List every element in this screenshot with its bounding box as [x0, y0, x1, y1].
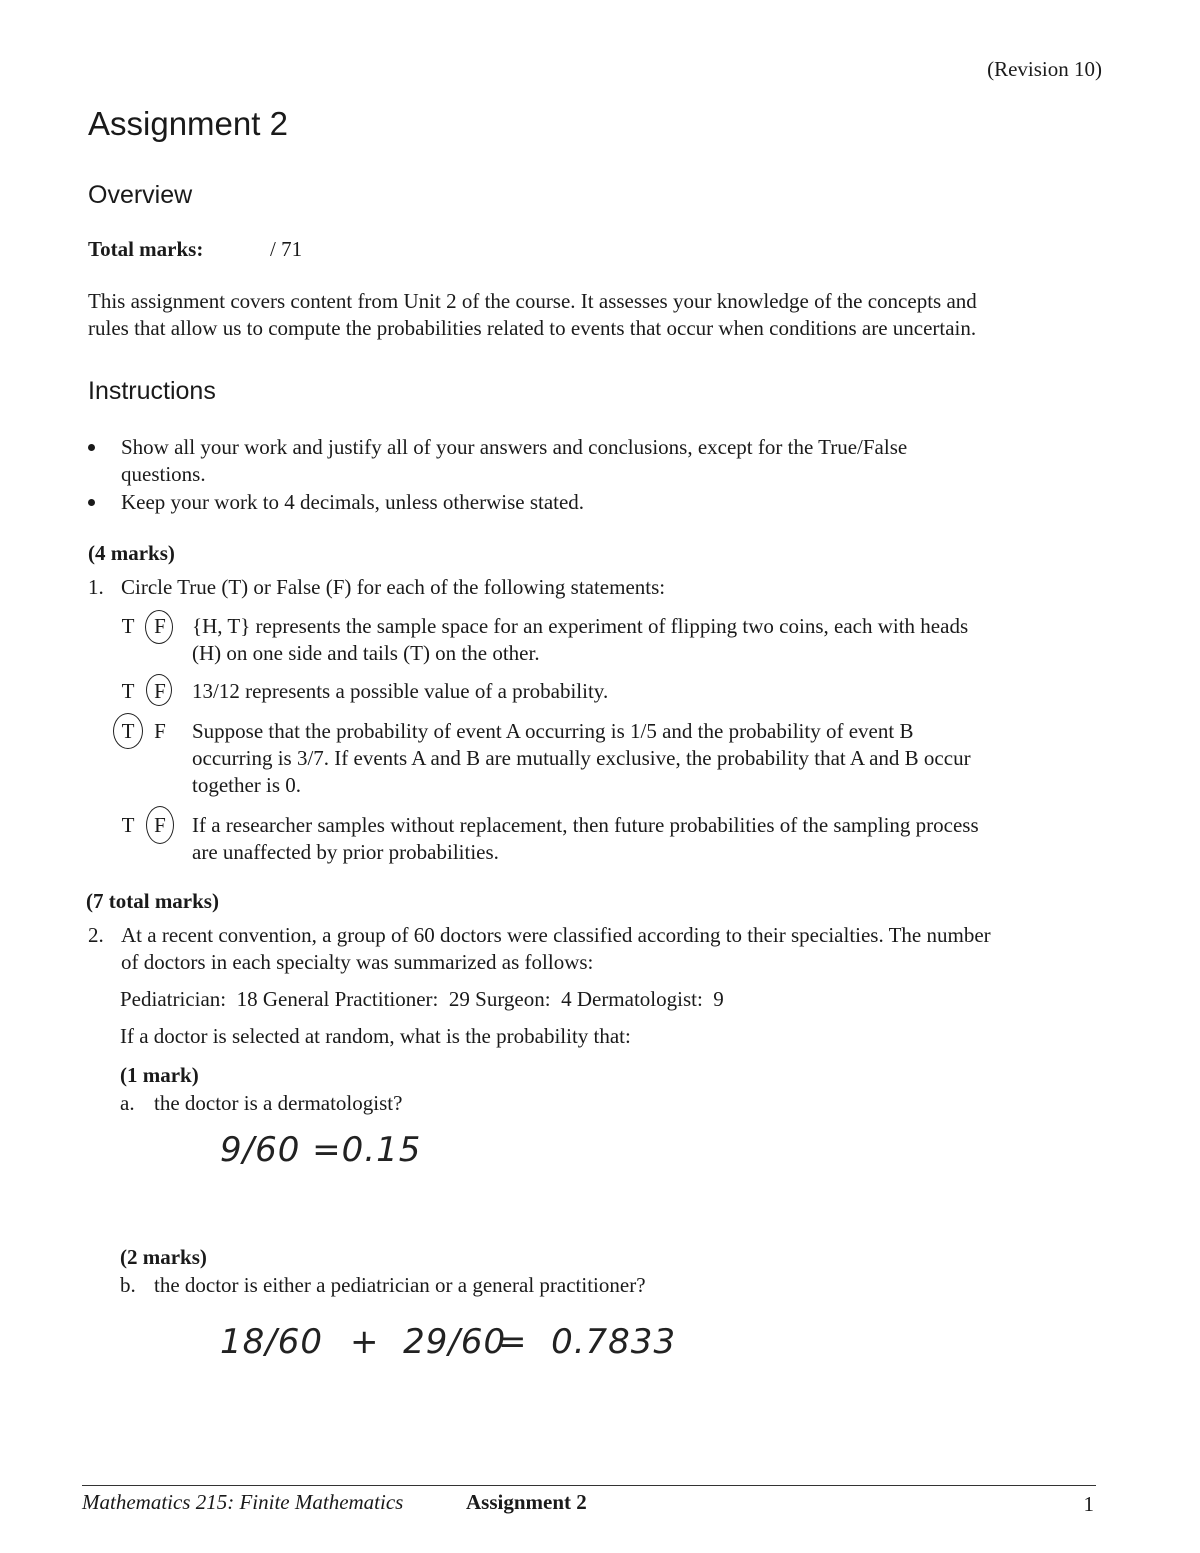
part-b-label: b.	[120, 1273, 136, 1297]
true-option[interactable]: T	[121, 679, 135, 703]
tf-statement-line: Suppose that the probability of event A occurring is 1/5 and the probability of event B	[192, 719, 914, 743]
circled-answer-mark	[146, 674, 172, 706]
circled-answer-mark	[145, 610, 173, 644]
instruction-1-line-2: questions.	[121, 462, 206, 486]
instruction-1-line-1: Show all your work and justify all of your answers and conclusions, except for the True/False	[121, 435, 908, 459]
q1-number: 1.	[88, 575, 104, 599]
tf-statement-line: are unaffected by prior probabilities.	[192, 840, 499, 864]
part-b-question: the doctor is either a pediatrician or a general practitioner?	[154, 1273, 646, 1297]
specialty-counts: Pediatrician: 18 General Practitioner: 29 Surgeon: 4 Dermatologist: 9	[120, 987, 724, 1011]
page-number: 1	[1083, 1492, 1094, 1516]
circled-answer-mark	[113, 713, 143, 749]
tf-statement-line: {H, T} represents the sample space for an experiment of flipping two coins, each with heads	[192, 614, 969, 638]
false-option[interactable]: F	[154, 813, 166, 837]
page-title: Assignment 2	[88, 105, 288, 142]
q2-number: 2.	[88, 923, 104, 947]
false-option[interactable]: F	[154, 719, 166, 743]
part-b-marks: (2 marks)	[120, 1245, 207, 1269]
instruction-2: Keep your work to 4 decimals, unless otherwise stated.	[121, 490, 585, 514]
q2-prompt-line-1: At a recent convention, a group of 60 doctors were classified according to their specialties. The number	[121, 923, 991, 947]
q1-prompt: Circle True (T) or False (F) for each of the following statements:	[121, 575, 666, 599]
revision-label: (Revision 10)	[987, 57, 1102, 81]
total-marks-label: Total marks:	[88, 237, 204, 261]
handwritten-answer: + 29/60	[350, 1322, 507, 1362]
tf-statement-line: 13/12 represents a possible value of a probability.	[192, 679, 609, 703]
instructions-heading: Instructions	[88, 377, 216, 405]
circled-answer-mark	[146, 806, 174, 844]
tf-statement-line: occurring is 3/7. If events A and B are mutually exclusive, the probability that A and B occur	[192, 746, 971, 770]
tf-statement-line: If a researcher samples without replacement, then future probabilities of the sampling process	[192, 813, 979, 837]
true-option[interactable]: T	[121, 719, 135, 743]
total-marks-value: / 71	[270, 237, 303, 261]
footer-divider	[82, 1485, 1096, 1486]
overview-paragraph-line-2: rules that allow us to compute the probabilities related to events that occur when conditions are uncertain.	[88, 316, 977, 340]
bullet-icon	[88, 499, 95, 506]
false-option[interactable]: F	[154, 614, 166, 638]
false-option[interactable]: F	[154, 679, 166, 703]
bullet-icon	[88, 444, 95, 451]
q2-selection-prompt: If a doctor is selected at random, what is the probability that:	[120, 1024, 631, 1048]
part-a-marks: (1 mark)	[120, 1063, 199, 1087]
handwritten-answer: 18/60	[220, 1322, 323, 1362]
part-a-label: a.	[120, 1091, 135, 1115]
q2-prompt-line-2: of doctors in each specialty was summarized as follows:	[121, 950, 594, 974]
overview-heading: Overview	[88, 181, 193, 209]
true-option[interactable]: T	[121, 813, 135, 837]
q2-marks: (7 total marks)	[86, 889, 219, 913]
tf-statement-line: together is 0.	[192, 773, 302, 797]
tf-statement-line: (H) on one side and tails (T) on the other.	[192, 641, 540, 665]
true-option[interactable]: T	[121, 614, 135, 638]
handwritten-answer: 9/60 =0.15	[220, 1130, 422, 1170]
footer-course: Mathematics 215: Finite Mathematics	[82, 1490, 404, 1514]
handwritten-answer: = 0.7833	[498, 1322, 677, 1362]
q1-marks: (4 marks)	[88, 541, 175, 565]
footer-assignment: Assignment 2	[466, 1490, 587, 1514]
overview-paragraph-line-1: This assignment covers content from Unit 2 of the course. It assesses your knowledge of the concepts and	[88, 289, 977, 313]
part-a-question: the doctor is a dermatologist?	[154, 1091, 403, 1115]
